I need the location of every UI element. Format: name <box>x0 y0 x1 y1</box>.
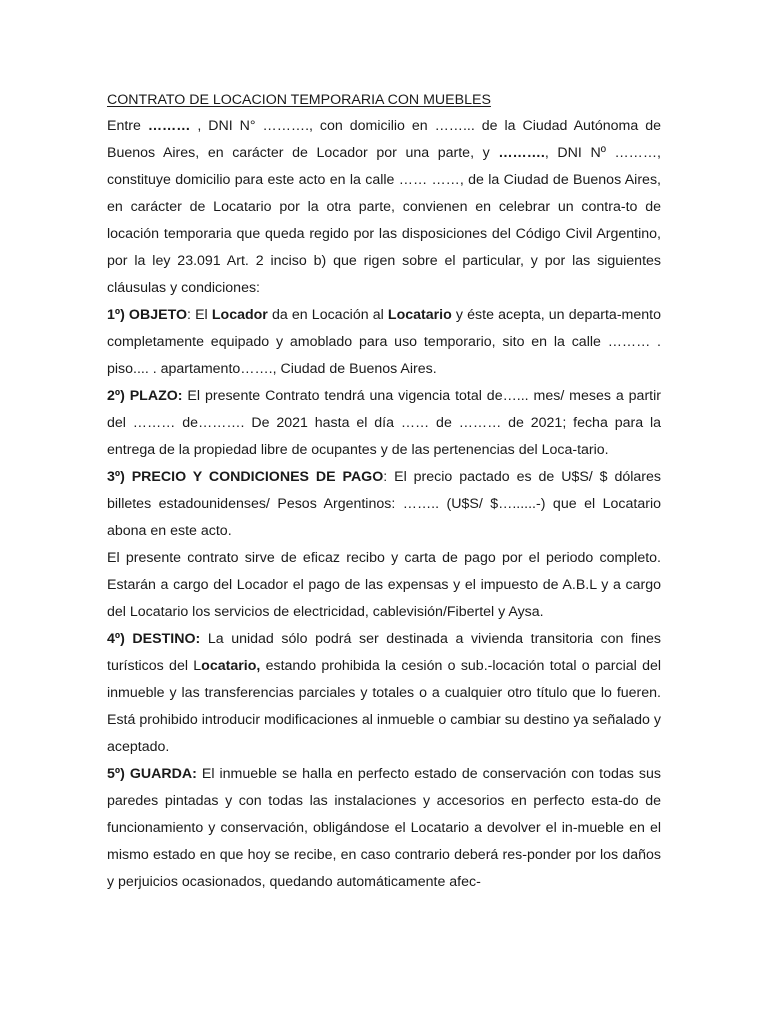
clause-plazo <box>107 383 661 464</box>
clause-objeto <box>107 302 661 383</box>
clause-plazo-heading: 2º) PLAZO: <box>107 388 183 404</box>
intro-text-2: , DNI N° ………., con domicilio en ……... de la Ciudad Autónoma de Buenos Aires, en carácter de Locador por una parte, y <box>107 118 661 161</box>
clause-objeto-locatario: Locatario <box>387 307 452 323</box>
document-title: CONTRATO DE LOCACION TEMPORARIA CON MUEBLES <box>107 92 491 108</box>
clause-objeto-text-2: da en Locación al <box>267 307 388 323</box>
clause-objeto-text-3: y éste acepta, un departa-mento completamente equipado y amoblado para uso temporario, sito en la calle ……… . piso.... . apartamento……., Ciudad de Buenos Aires. <box>107 307 661 377</box>
clause-precio <box>107 464 661 545</box>
clause-destino-heading: 4º) DESTINO: <box>107 631 201 647</box>
clause-destino-locatario: ocatario, <box>201 658 261 674</box>
clause-objeto-text-1: : El <box>187 307 212 323</box>
clause-objeto-heading: 1º) OBJETO <box>107 307 188 323</box>
clause-precio-heading: 3º) PRECIO Y CONDICIONES DE PAGO <box>107 469 384 485</box>
clause-precio-text: : El precio pactado es de U$S/ $ dólares billetes estadounidenses/ Pesos Argentinos: …….. (U$S/ $…......-) que el Locatario abona en este acto. <box>107 469 661 539</box>
clause-guarda-text: El inmueble se halla en perfecto estado de conservación con todas sus paredes pintadas y con todas las instalaciones y accesorios en perfecto esta-do de funcionamiento y conservación, obligándose el Locatario a devolver el in-mueble en el mismo estado en que hoy se recibe, en caso contrario deberá res-ponder por los daños y perjuicios ocasionados, quedando automáticamente afec- <box>107 766 661 890</box>
locatario-name-blank: ………. <box>498 145 545 161</box>
intro-paragraph <box>107 113 661 302</box>
clause-guarda <box>107 761 661 896</box>
intro-text-1: Entre <box>107 118 148 134</box>
locador-name-blank: ……… <box>147 118 191 134</box>
intro-text-3: , DNI Nº ………, constituye domicilio para este acto en la calle …… ……, de la Ciudad de Buenos Aires, en carácter de Locatario por la otra parte, convienen en celebrar un contra-to de locación temporaria que queda regido por las disposiciones del Código Civil Argentino, por la ley 23.091 Art. 2 inciso b) que rigen sobre el particular, y por las siguientes cláusulas y condiciones: <box>107 145 661 296</box>
clause-plazo-text: El presente Contrato tendrá una vigencia total de…... mes/ meses a partir del ……… de………. De 2021 hasta el día …… de ……… de 2021; fecha para la entrega de la propiedad libre de ocupantes y de las pertenencias del Loca-tario. <box>107 388 661 458</box>
clause-guarda-heading: 5º) GUARDA: <box>107 766 197 782</box>
document-body <box>107 88 661 896</box>
clause-destino-text-1: La unidad sólo podrá ser destinada a vivienda transitoria con fines turísticos del L <box>107 631 661 674</box>
clause-objeto-locador: Locador <box>211 307 268 323</box>
clause-destino <box>107 626 661 761</box>
clause-precio-paragraph-2: El presente contrato sirve de eficaz recibo y carta de pago por el periodo completo. Estarán a cargo del Locador el pago de las expensas y el impuesto de A.B.L y a cargo del Locatario los servicios de electricidad, cablevisión/Fibertel y Aysa. <box>107 550 661 620</box>
clause-destino-text-2: estando prohibida la cesión o sub.-locación total o parcial del inmueble y las transferencias parciales y totales o a cualquier otro título que lo fueren. Está prohibido introducir modificaciones al inmueble o cambiar su destino ya señalado y aceptado. <box>107 658 661 755</box>
